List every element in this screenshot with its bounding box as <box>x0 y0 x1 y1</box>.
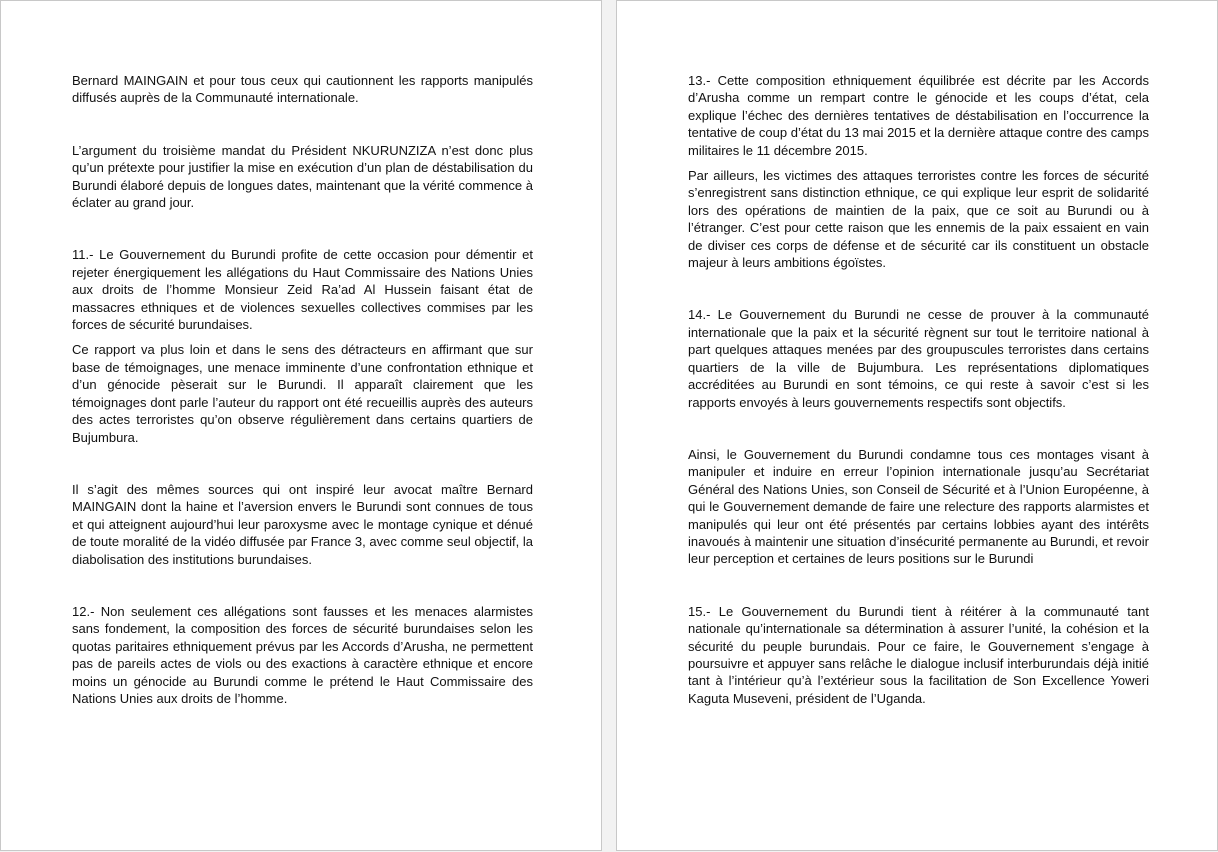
paragraph: Bernard MAINGAIN et pour tous ceux qui cautionnent les rapports manipulés diffusés auprès de la Communauté internationale. <box>72 73 533 106</box>
paragraph: Ce rapport va plus loin et dans le sens des détracteurs en affirmant que sur base de témoignages, une menace imminente d’une confrontation ethnique et d’un génocide pèserait sur le Burundi. Il apparaît clairement que les témoignages dont parle l’auteur du rapport ont été recueillis auprès des auteurs des actes terroristes qu’on observe régulièrement dans certains quartiers de Bujumbura. <box>72 342 533 445</box>
paragraph: Il s’agit des mêmes sources qui ont inspiré leur avocat maître Bernard MAINGAIN dont la haine et l’aversion envers le Burundi sont connues de tous et qui atteignent aujourd’hui leur paroxysme avec le montage cynique et dénué de toute moralité de la vidéo diffusée par France 3, avec comme seul objectif, la diabolisation des institutions burundaises. <box>72 481 533 567</box>
paragraph: 12.- Non seulement ces allégations sont fausses et les menaces alarmistes sans fondement, la composition des forces de sécurité burundaises selon les quotas paritaires ethniquement prévus par les Accords d’Arusha, ne permettent pas de pareils actes de viols ou des exactions à caractère ethnique et encore moins un génocide au Burundi comme le prétend le Haut Commissaire des Nations Unies aux droits de l’homme. <box>72 603 533 706</box>
paragraph: Par ailleurs, les victimes des attaques terroristes contre les forces de sécurité s’enregistrent sans distinction ethnique, ce qui explique leur esprit de solidarité lors des opérations de maintien de la paix, que ce soit au Burundi ou à l’étranger. C’est pour cette raison que les ennemis de la paix essaient en vain de diviser ces corps de défense et de sécurité car ils constituent un obstacle majeur à leurs ambitions égoïstes. <box>688 168 1149 271</box>
page-right <box>616 0 1218 851</box>
paragraph: 15.- Le Gouvernement du Burundi tient à réitérer à la communauté tant nationale qu’internationale sa détermination à assurer l’unité, la cohésion et la sécurité du peuple burundais. Pour ce faire, le Gouvernement s’engage à poursuivre et appuyer sans relâche le dialogue inclusif interburundais déjà initié tant à l’intérieur qu’à l’extérieur sous la facilitation de Son Excellence Yoweri Kaguta Museveni, président de l’Uganda. <box>688 603 1149 706</box>
page-left <box>0 0 602 851</box>
paragraph: L’argument du troisième mandat du Président NKURUNZIZA n’est donc plus qu’un prétexte pour justifier la mise en exécution d’un plan de déstabilisation du Burundi élaboré depuis de longues dates, maintenant que la vérité commence à éclater au grand jour. <box>72 142 533 211</box>
page-right-content <box>688 72 1149 707</box>
paragraph: 11.- Le Gouvernement du Burundi profite de cette occasion pour démentir et rejeter énergiquement les allégations du Haut Commissaire des Nations Unies aux droits de l’homme Monsieur Zeid Ra’ad Al Hussein faisant état de massacres ethniques et de violences sexuelles collectives commises par les forces de sécurité burundaises. <box>72 247 533 333</box>
paragraph: 14.- Le Gouvernement du Burundi ne cesse de prouver à la communauté internationale que la paix et la sécurité règnent sur tout le territoire national à part quelques attaques menées par des groupuscules terroristes dans certains quartiers de la ville de Bujumbura. Les représentations diplomatiques accréditées au Burundi en sont témoins, ce qui reste à savoir c’est si les rapports envoyés à leurs gouvernements respectifs sont objectifs. <box>688 307 1149 410</box>
page-left-content <box>72 72 533 707</box>
paragraph: Ainsi, le Gouvernement du Burundi condamne tous ces montages visant à manipuler et induire en erreur l’opinion internationale jusqu’au Secrétariat Général des Nations Unies, son Conseil de Sécurité et à l’Union Européenne, à qui le Gouvernement demande de faire une relecture des rapports alarmistes et manipulés qui leur ont été présentés par certains lobbies ayant des intérêts inavoués à maintenir une situation d’insécurité permanente au Burundi, et revoir leur perception et certaines de leurs positions sur le Burundi <box>688 446 1149 567</box>
paragraph: 13.- Cette composition ethniquement équilibrée est décrite par les Accords d’Arusha comme un rempart contre le génocide et les coups d’état, cela explique l’échec des dernières tentatives de déstabilisation en l’occurrence la tentative de coup d’état du 13 mai 2015 et la dernière attaque contre des camps militaires le 11 décembre 2015. <box>688 73 1149 158</box>
